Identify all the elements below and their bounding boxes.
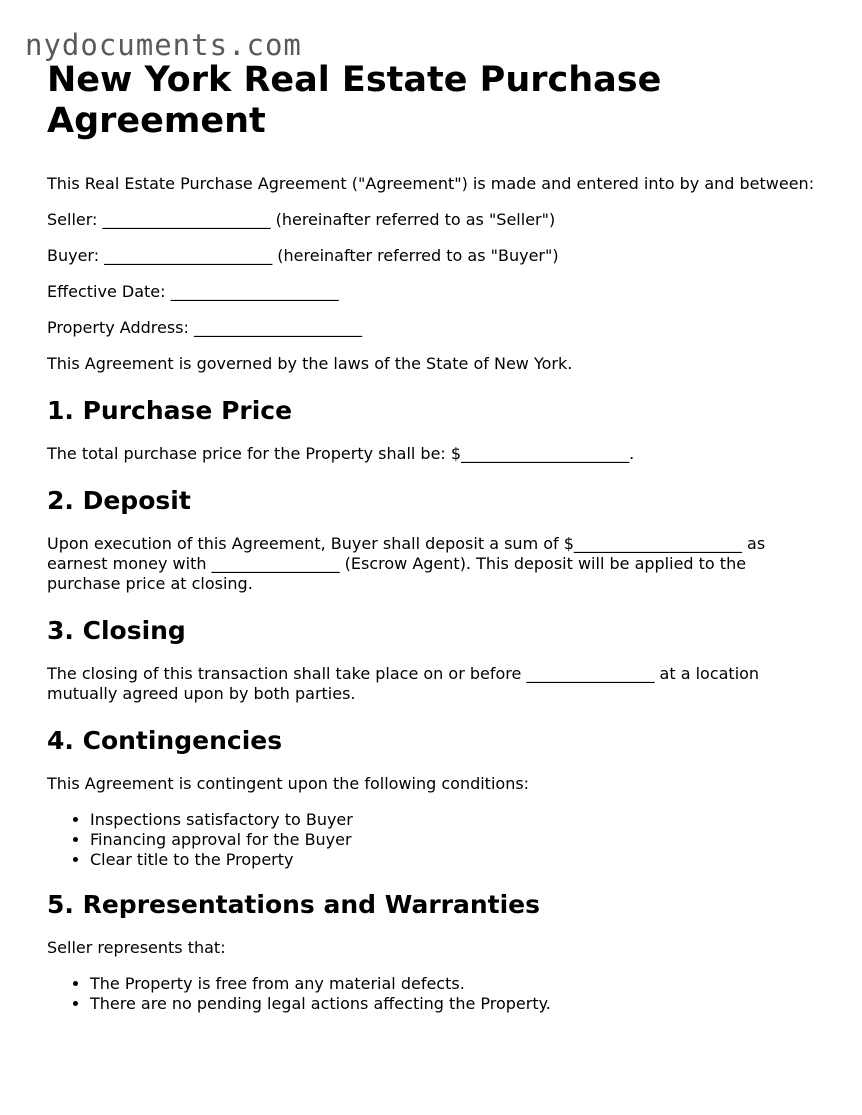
intro-paragraph: This Real Estate Purchase Agreement ("Agreement") is made and entered into by and between: [47, 174, 815, 193]
contingencies-list [47, 810, 822, 870]
list-item: • Inspections satisfactory to Buyer [90, 810, 822, 830]
list-item: • Clear title to the Property [90, 850, 822, 870]
effective-date-line: Effective Date: _____________________ [47, 282, 339, 301]
representations-text: Seller represents that: [47, 938, 226, 957]
document-body [47, 60, 822, 1034]
watermark: nydocuments.com [25, 28, 302, 62]
deposit-text: Upon execution of this Agreement, Buyer shall deposit a sum of $_____________________ as earnest money with ________________ (Escrow Agent). This deposit will be applied to the purchase price at closing. [47, 534, 766, 593]
section-heading-contingencies: 4. Contingencies [47, 726, 283, 755]
section-heading-deposit: 2. Deposit [47, 486, 191, 515]
purchase-price-text: The total purchase price for the Property shall be: $_____________________. [47, 444, 635, 463]
buyer-line: Buyer: _____________________ (hereinafter referred to as "Buyer") [47, 246, 559, 265]
governing-law-line: This Agreement is governed by the laws of the State of New York. [47, 354, 573, 373]
section-heading-representations: 5. Representations and Warranties [47, 890, 541, 919]
seller-line: Seller: _____________________ (hereinafter referred to as "Seller") [47, 210, 556, 229]
list-item: • There are no pending legal actions affecting the Property. [90, 994, 822, 1014]
list-item: • The Property is free from any material defects. [90, 974, 822, 994]
section-heading-closing: 3. Closing [47, 616, 186, 645]
representations-list [47, 974, 822, 1014]
contingencies-text: This Agreement is contingent upon the following conditions: [47, 774, 530, 793]
closing-text: The closing of this transaction shall take place on or before ________________ at a location mutually agreed upon by both parties. [47, 664, 760, 703]
document-title: New York Real Estate Purchase Agreement [47, 60, 662, 141]
section-heading-purchase-price: 1. Purchase Price [47, 396, 293, 425]
list-item: • Financing approval for the Buyer [90, 830, 822, 850]
property-address-line: Property Address: _____________________ [47, 318, 362, 337]
